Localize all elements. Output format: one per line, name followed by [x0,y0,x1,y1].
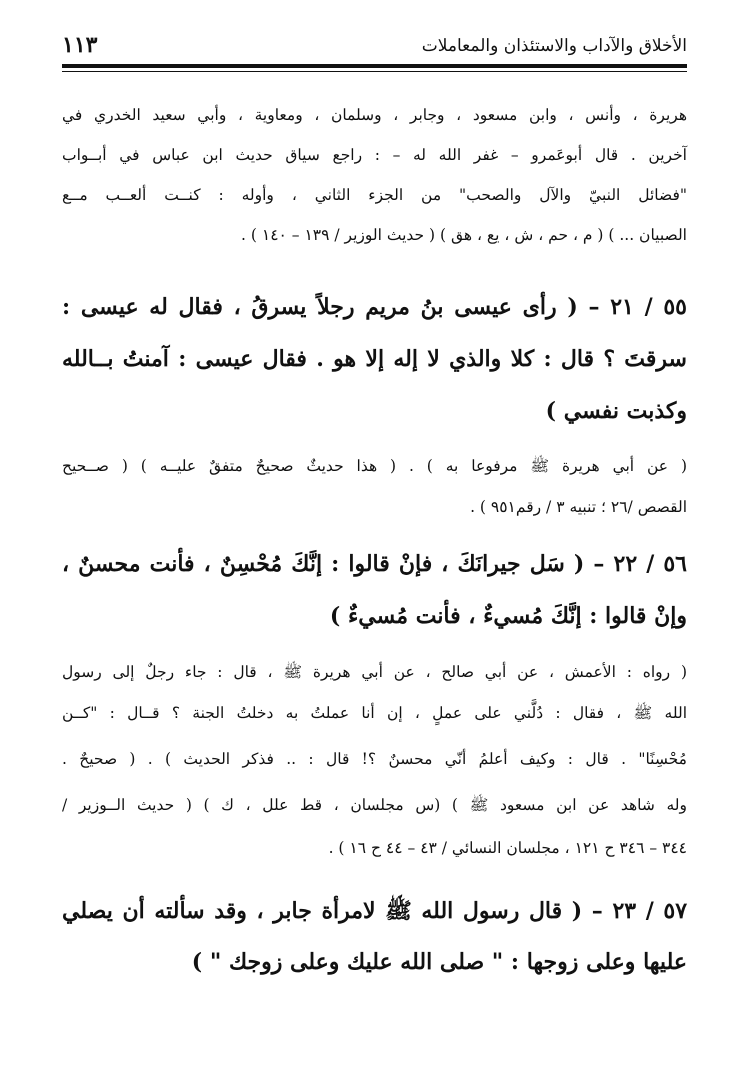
note-line: ( عن أبي هريرة ﷺ مرفوعا به ) . ( هذا حديثٌ صحيحٌ متفقٌ عليــه ) ( صــحيح [62,457,687,475]
hadith-line: عليها وعلى زوجها : " صلى الله عليك وعلى زوجك " ) [191,949,687,975]
note-line: ٣٤٤ – ٣٤٦ ح ١٢١ ، مجلسان النسائي / ٤٣ – ٤٤ ح ١٦ ) . [328,839,687,857]
note-line: وله شاهد عن ابن مسعود ﷺ ) (س مجلسان ، قط علل ، ك ) ( حديث الــوزير / [62,796,687,814]
hadith-line: وكذبت نفسي ) [545,398,687,424]
note-line: آخرين . قال أبوعَمرو – غفر الله له – : راجع سياق حديث ابن عباس في أبــواب [62,146,687,164]
hadith-line: ٥٦ / ٢٢ – ( سَل جيرانَكَ ، فإنْ قالوا : إنَّكَ مُحْسِنٌ ، فأنت محسنٌ ، [62,551,687,577]
page-number: ١١٣ [62,32,98,58]
hadith-line: ٥٧ / ٢٣ – ( قال رسول الله ﷺ لامرأة جابر ، وقد سألته أن يصلي [62,898,688,924]
hadith-line: وإنْ قالوا : إنَّكَ مُسيءٌ ، فأنت مُسيءٌ ) [329,603,687,629]
hadith-line: ٥٥ / ٢١ – ( رأى عيسى بنُ مريم رجلاً يسرقُ ، فقال له عيسى : [62,294,687,320]
note-line: الله ﷺ ، فقال : دُلَّني على عملٍ ، إن أنا عملتُ به دخلتُ الجنة ؟ قــال : "كــن [62,704,687,722]
header-rule-thin [62,71,687,72]
running-title: الأخلاق والآداب والاستئذان والمعاملات [421,36,687,56]
page-header [62,30,687,60]
note-line: ( رواه : الأعمش ، عن أبي صالح ، عن أبي هريرة ﷺ ، قال : جاء رجلٌ إلى رسول [62,663,687,681]
note-line: الصبيان ... ) ( م ، حم ، ش ، يع ، هق ) ( حديث الوزير / ١٣٩ – ١٤٠ ) . [241,226,687,244]
hadith-line: سرقتَ ؟ قال : كلا والذي لا إله إلا هو . فقال عيسى : آمنتُ بــالله [62,346,687,372]
note-line: هريرة ، وأنس ، وابن مسعود ، وجابر ، وسلمان ، ومعاوية ، وأبي سعيد الخدري في [62,106,687,124]
note-line: مُحْسِنًا" . قال : وكيف أعلمُ أنّي محسنٌ ؟! قال : .. فذكر الحديث ) . ( صحيحٌ . [62,750,687,768]
note-line: القصص /٢٦ ؛ تنبيه ٣ / رقم٩٥١ ) . [470,498,687,516]
note-line: "فضائل النبيّ والآل والصحب" من الجزء الثاني ، وأوله : كنــت ألعــب مــع [62,186,687,204]
header-rule [62,64,687,68]
